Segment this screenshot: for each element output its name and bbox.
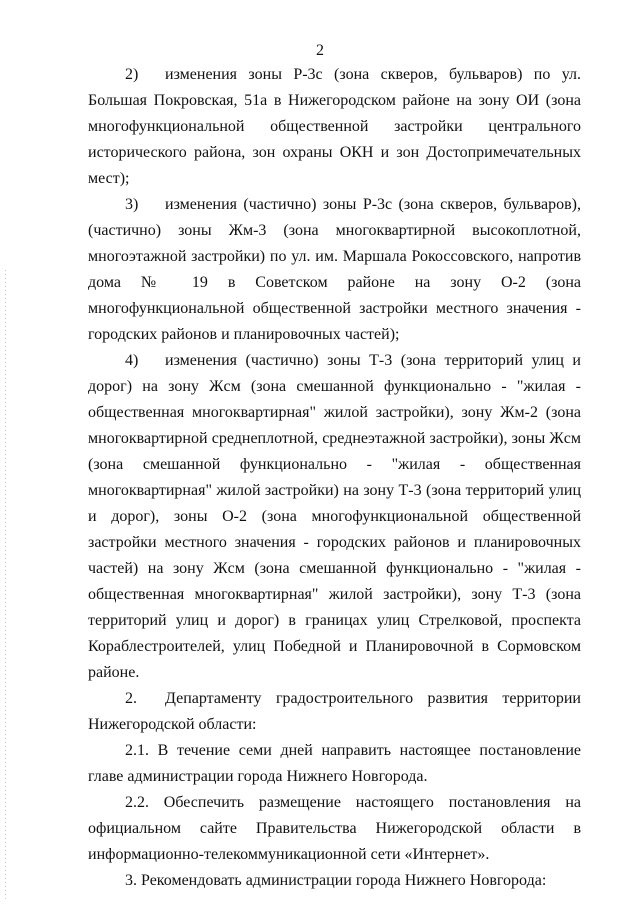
- paragraph-text: 2.1. В течение семи дней направить настоящее постановление главе администрации города Нижнего Новгорода.: [88, 742, 581, 785]
- paragraph-number: 2.: [125, 690, 137, 707]
- list-item: [88, 348, 581, 686]
- page-number: 2: [316, 42, 324, 59]
- list-item: [88, 62, 581, 192]
- scan-edge-marks: [5, 270, 6, 900]
- paragraph-2-2: [88, 790, 581, 868]
- paragraph-text: 3. Рекомендовать администрации города Нижнего Новгорода:: [125, 872, 547, 889]
- paragraph-2-1: [88, 738, 581, 790]
- list-item: [88, 192, 581, 348]
- document-body: [88, 62, 581, 894]
- list-item-number: 4): [125, 352, 139, 369]
- paragraph-text: 2.2. Обеспечить размещение настоящего постановления на официальном сайте Правительства Нижегородской области в информационно-телекоммуникационной сети «Интернет».: [88, 794, 581, 863]
- list-item-number: 2): [125, 66, 139, 83]
- paragraph-text: Департаменту градостроительного развития территории Нижегородской области:: [88, 690, 581, 733]
- list-item-number: 3): [125, 196, 139, 213]
- list-item-text: изменения (частично) зоны Р-3с (зона скверов, бульваров), (частично) зоны Жм-3 (зона многоквартирной высокоплотной, многоэтажной застройки) по ул. им. Маршала Рокоссовского, напротив дома № 19 в Советском районе на зону О-2 (зона многофункциональной общественной застройки местного значения - городских районов и планировочных частей);: [88, 196, 581, 343]
- paragraph-3: [88, 868, 581, 894]
- list-item-text: изменения зоны Р-3с (зона скверов, бульваров) по ул. Большая Покровская, 51а в Нижегородском районе на зону ОИ (зона многофункциональной общественной застройки центрального исторического района, зон охраны ОКН и зон Достопримечательных мест);: [88, 66, 581, 187]
- paragraph-2: [88, 686, 581, 738]
- list-item-text: изменения (частично) зоны Т-3 (зона территорий улиц и дорог) на зону Жсм (зона смешанной функционально - "жилая - общественная многоквартирная" жилой застройки), зону Жм-2 (зона многоквартирной среднеплотной, среднеэтажной застройки), зоны Жсм (зона смешанной функционально - "жилая - общественная многоквартирная" жилой застройки) на зону Т-3 (зона территорий улиц и дорог), зоны О-2 (зона многофункциональной общественной застройки местного значения - городских районов и планировочных частей) на зону Жсм (зона смешанной функционально - "жилая - общественная многоквартирная" жилой застройки), зону Т-3 (зона территорий улиц и дорог) в границах улиц Стрелковой, проспекта Кораблестроителей, улиц Победной и Планировочной в Сормовском районе.: [88, 352, 581, 681]
